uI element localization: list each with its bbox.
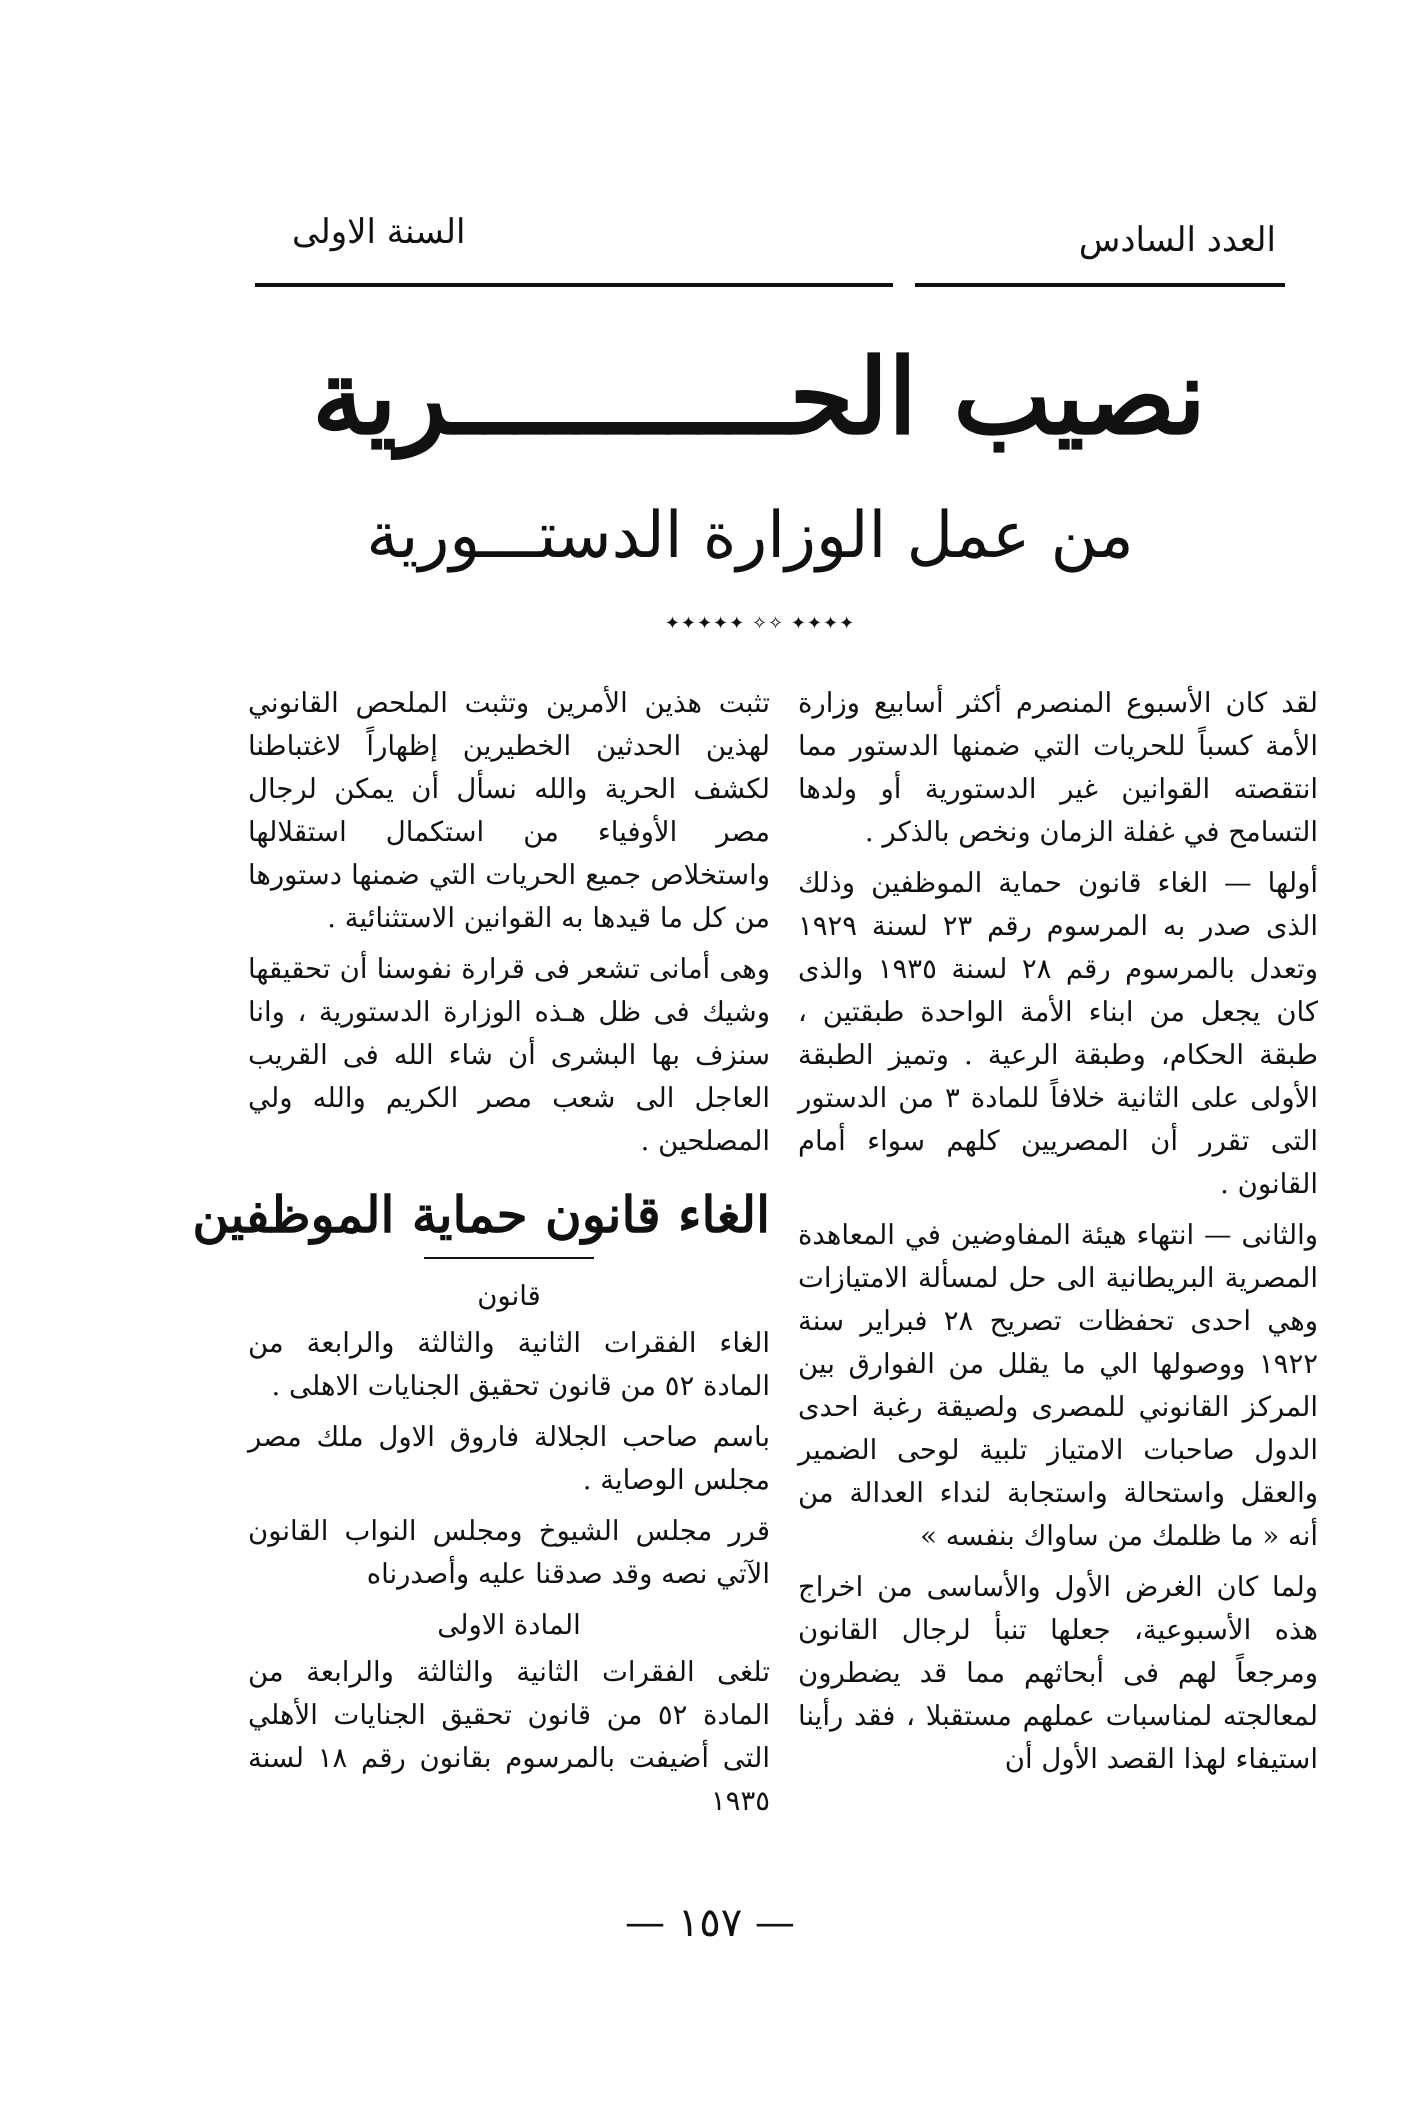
law-intro: الغاء الفقرات الثانية والثالثة والرابعة من المادة ٥٢ من قانون تحقيق الجنايات الاهلى . — [248, 1327, 770, 1402]
section-rule — [424, 1257, 594, 1259]
main-title: نصيب الحـــــــــــرية — [312, 335, 1206, 458]
right-paragraph-2: أولها — الغاء قانون حماية الموظفين وذلك الذى صدر به المرسوم رقم ٢٣ لسنة ١٩٢٩ وتعدل بالمرسوم رقم ٢٨ لسنة ١٩٣٥ والذى كان يجعل من ابناء الأمة الواحدة طبقتين ، طبقة الحكام، وطبقة الرعية . وتميز الطبقة الأولى على الثانية خلافاً للمادة ٣ من الدستور التى تقرر أن المصريين كلهم سواء أمام القانون . — [798, 867, 1319, 1200]
publication-year: السنة الاولى — [292, 212, 466, 252]
left-paragraph-2: وهى أمانى تشعر فى قرارة نفوسنا أن تحقيقها وشيك فى ظل هـذه الوزارة الدستورية ، وانا سنزف بها البشرى أن شاء الله فى القريب العاجل الى شعب مصر الكريم والله ولي المصلحين . — [248, 953, 770, 1157]
left-column — [192, 682, 770, 1831]
header-rule-left — [255, 283, 893, 287]
right-paragraph-1: لقد كان الأسبوع المنصرم أكثر أسابيع وزارة الأمة كسباً للحريات التي ضمنها الدستور مما انتقصته القوانين غير الدستورية أو ولدها التسامح في غفلة الزمان ونخص بالذكر . — [798, 687, 1318, 848]
law-decree: قرر مجلس الشيوخ ومجلس النواب القانون الآتي نصه وقد صدقنا عليه وأصدرناه — [248, 1515, 770, 1590]
law-heading: قانون — [477, 1280, 541, 1312]
page-number: — ١٥٧ — — [625, 1900, 795, 1946]
law-king: باسم صاحب الجلالة فاروق الاول ملك مصر مجلس الوصاية . — [248, 1421, 770, 1496]
right-paragraph-3: والثانى — انتهاء هيئة المفاوضين في المعاهدة المصرية البريطانية الى حل لمسألة الامتيازات وهي احدى تحفظات تصريح ٢٨ فبراير سنة ١٩٢٢ ووصولها الي ما يقلل من الفوارق بين المركز القانوني للمصرى ولصيقة رغبة احدى الدول صاحبات الامتياز تلبية لوحى الضمير والعقل واستحالة واستجابة لنداء العدالة من أنه « ما ظلمك من ساواك بنفسه » — [798, 1219, 1319, 1552]
issue-number: العدد السادس — [1078, 220, 1276, 260]
header-rule-right — [915, 283, 1285, 287]
left-paragraph-1: تثبت هذين الأمرين وتثبت الملحص القانوني لهذين الحدثين الخطيرين إظهاراً لاغتباطنا لكشف الحرية والله نسأل أن يمكن لرجال مصر الأوفياء من استكمال استقلالها واستخلاص جميع الحريات التي ضمنها دستورها من كل ما قيدها به القوانين الاستثنائية . — [248, 687, 770, 934]
right-column — [798, 682, 1318, 1789]
sub-title: من عمل الوزارة الدستـــورية — [366, 499, 1134, 573]
ornament-divider: ✦✦✦✦✦ ✧✧ ✦✦✦✦ — [664, 613, 856, 634]
article-heading: المادة الاولى — [437, 1609, 581, 1641]
section-title: الغاء قانون حماية الموظفين — [192, 1185, 770, 1244]
article-text: تلغى الفقرات الثانية والثالثة والرابعة من المادة ٥٢ من قانون تحقيق الجنايات الأهلي التى أضيفت بالمرسوم بقانون رقم ١٨ لسنة ١٩٣٥ — [248, 1656, 770, 1817]
right-paragraph-4: ولما كان الغرض الأول والأساسى من اخراج هذه الأسبوعية، جعلها تنبأ لرجال القانون ومرجعاً لهم فى أبحاثهم مما قد يضطرون لمعالجته لمناسبات عملهم مستقبلا ، فقد رأينا استيفاء لهذا القصد الأول أن — [798, 1571, 1318, 1775]
